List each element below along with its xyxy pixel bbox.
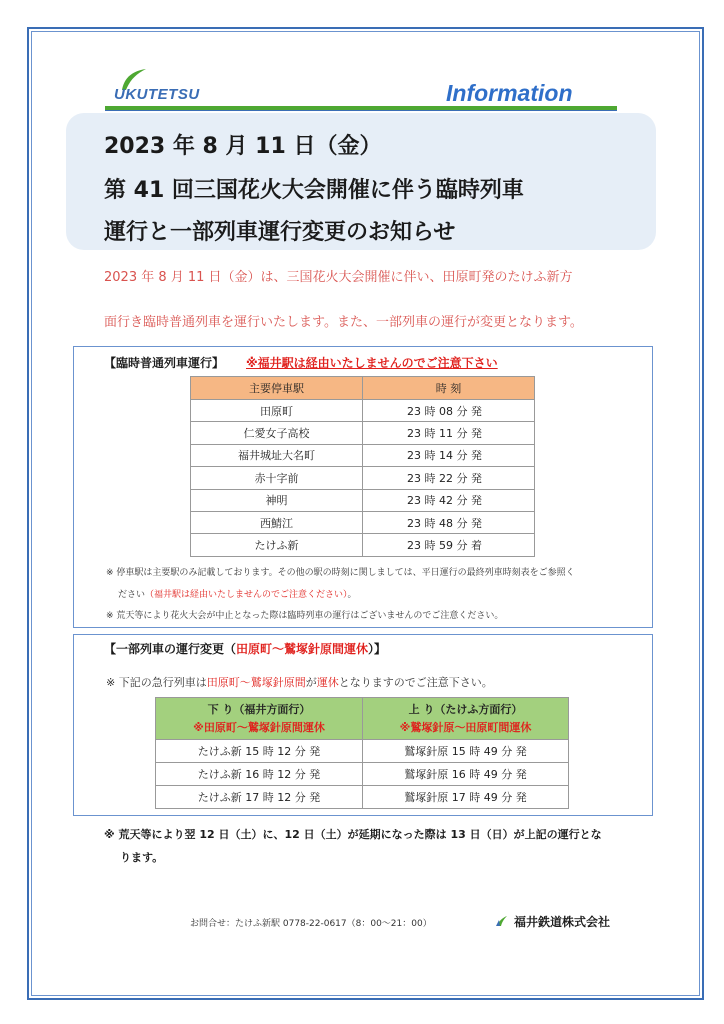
- time-cell: 23 時 08 分 発: [363, 400, 535, 422]
- schedule-change-note: [106, 674, 493, 690]
- column-title: 上 り（たけふ方面行）: [408, 702, 523, 716]
- title-sub: 運行と一部列車運行変更のお知らせ: [104, 220, 456, 245]
- time-cell: 23 時 11 分 発: [363, 422, 535, 444]
- time-cell: 23 時 42 分 発: [363, 489, 535, 511]
- footer-note-line-1: ※ 荒天等により翌 12 日（土）に、12 日（土）が延期になった際は 13 日（日）が上記の運行とな: [104, 828, 602, 841]
- company-name: [496, 913, 610, 930]
- time-cell: 23 時 14 分 発: [363, 444, 535, 466]
- heading-text: 【一部列車の運行変更（: [104, 642, 237, 656]
- note-text: ※ 下記の急行列車は: [106, 676, 207, 689]
- station-cell: 田原町: [191, 400, 363, 422]
- express-change-table: [155, 697, 569, 809]
- time-cell: 23 時 59 分 着: [363, 534, 535, 556]
- up-train-cell: 鷲塚針原 16 時 49 分 発: [363, 763, 569, 786]
- heading-warning-text: 田原町～鷲塚針原間運休: [236, 642, 369, 656]
- column-subtitle: ※田原町～鷲塚針原間運休: [193, 720, 325, 734]
- note-text: が: [305, 676, 317, 689]
- column-title: 下 り（福井方面行）: [207, 702, 311, 716]
- note-warning-text: 田原町～鷲塚針原間: [206, 676, 306, 689]
- heading-text: ）】: [368, 642, 387, 656]
- table-row: [191, 467, 535, 489]
- time-cell: 23 時 22 分 発: [363, 467, 535, 489]
- station-cell: 神明: [191, 489, 363, 511]
- special-train-warning: ※福井駅は経由いたしませんのでご注意下さい: [246, 356, 498, 370]
- special-train-heading: 【臨時普通列車運行】: [104, 356, 225, 370]
- logo-text: UKUTETSU: [114, 86, 200, 103]
- header-divider-blue: [105, 110, 617, 111]
- information-label: Information: [446, 80, 573, 106]
- column-header-station: 主要停車駅: [191, 377, 363, 400]
- table-row: [191, 534, 535, 556]
- station-cell: 福井城址大名町: [191, 444, 363, 466]
- schedule-change-heading: [104, 640, 386, 657]
- station-cell: 赤十字前: [191, 467, 363, 489]
- note-cancellation: ※ 荒天等により花火大会が中止となった際は臨時列車の運行はございませんのでご注意ください。: [106, 611, 504, 621]
- station-cell: 仁愛女子高校: [191, 422, 363, 444]
- note-text: 。: [347, 590, 357, 600]
- note-text: となりますのでご注意下さい。: [338, 676, 493, 689]
- company-logo-icon: [496, 915, 508, 927]
- contact-info: お問合せ：たけふ新駅 0778-22-0617（8：00～21：00）: [190, 919, 432, 929]
- column-header-up: [363, 698, 569, 740]
- table-row: [191, 511, 535, 533]
- column-header-time: 時 刻: [363, 377, 535, 400]
- station-cell: たけふ新: [191, 534, 363, 556]
- intro-line-2: 面行き臨時普通列車を運行いたします。また、一部列車の運行が変更となります。: [104, 315, 583, 330]
- special-train-timetable: [190, 376, 535, 557]
- footer-note-line-2: ります。: [120, 851, 164, 864]
- down-train-cell: たけふ新 17 時 12 分 発: [156, 786, 363, 809]
- column-header-down: [156, 698, 363, 740]
- note-warning-text: 運休: [316, 676, 339, 689]
- table-row: [191, 489, 535, 511]
- title-date: 2023 年 8 月 11 日（金）: [104, 134, 382, 159]
- column-subtitle: ※鷲塚針原～田原町間運休: [399, 720, 532, 734]
- table-row: [191, 422, 535, 444]
- time-cell: 23 時 48 分 発: [363, 511, 535, 533]
- company-name-text: 福井鉄道株式会社: [514, 915, 611, 929]
- note-warning-text: （福井駅は経由いたしませんのでご注意ください）: [145, 590, 348, 600]
- table-row: [191, 400, 535, 422]
- intro-line-1: 2023 年 8 月 11 日（金）は、三国花火大会開催に伴い、田原町発のたけふ新方: [104, 270, 573, 285]
- table-row: [156, 740, 569, 763]
- up-train-cell: 鷲塚針原 17 時 49 分 発: [363, 786, 569, 809]
- note-stop-stations-cont: [118, 587, 357, 600]
- up-train-cell: 鷲塚針原 15 時 49 分 発: [363, 740, 569, 763]
- table-row: [191, 444, 535, 466]
- fukutetsu-logo: [104, 68, 224, 110]
- station-cell: 西鯖江: [191, 511, 363, 533]
- note-text: ださい: [118, 590, 146, 600]
- table-row: [156, 763, 569, 786]
- note-stop-stations: ※ 停車駅は主要駅のみ記載しております。その他の駅の時刻に関しましては、平日運行の最終列車時刻表をご参照く: [106, 568, 575, 578]
- down-train-cell: たけふ新 15 時 12 分 発: [156, 740, 363, 763]
- title-main: 第 41 回三国花火大会開催に伴う臨時列車: [104, 178, 524, 203]
- down-train-cell: たけふ新 16 時 12 分 発: [156, 763, 363, 786]
- table-row: [156, 786, 569, 809]
